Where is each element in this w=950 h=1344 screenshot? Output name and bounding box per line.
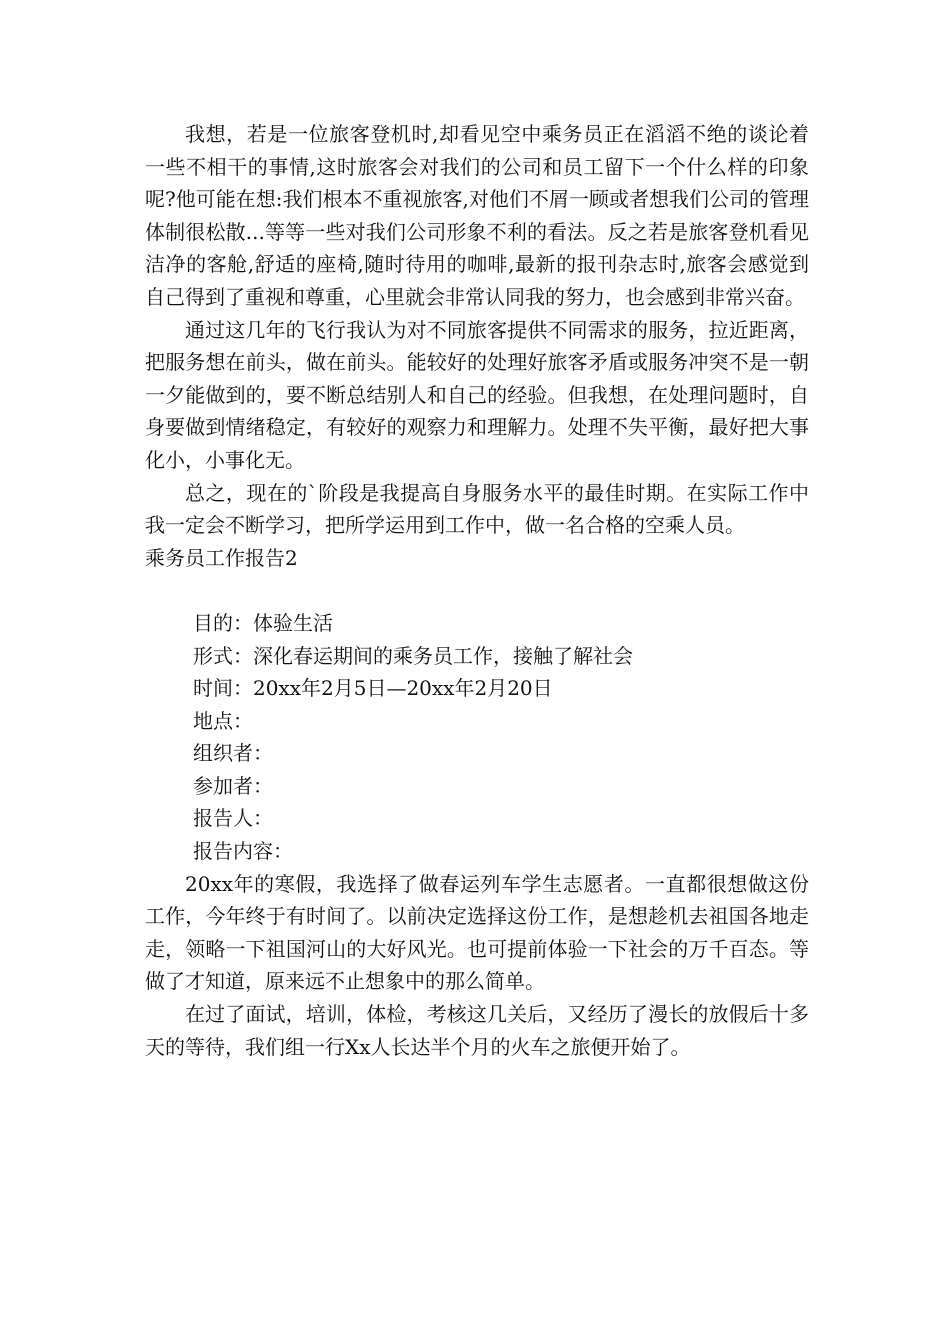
report-item-time: 时间：20xx年2月5日—20xx年2月20日	[193, 676, 553, 701]
section-title: 乘务员工作报告2	[145, 545, 298, 570]
report-item-participants: 参加者：	[193, 773, 273, 798]
paragraph-conclusion: 总之，现在的`阶段是我提高自身服务水平的最佳时期。在实际工作中我一定会不断学习，把所学运用到工作中，做一名合格的空乘人员。	[145, 480, 809, 538]
report-item-location: 地点：	[193, 708, 253, 733]
paragraph-journey-start: 在过了面试，培训，体检，考核这几关后，又经历了漫长的放假后十多天的等待，我们组一行Xx人长达半个月的火车之旅便开始了。	[145, 1002, 809, 1059]
report-item-format: 形式：深化春运期间的乘务员工作，接触了解社会	[193, 643, 633, 668]
report-item-organizer: 组织者：	[193, 741, 273, 766]
report-details	[145, 607, 809, 868]
section-spacer	[145, 574, 809, 607]
paragraph-volunteer-choice: 20xx年的寒假，我选择了做春运列车学生志愿者。一直都很想做这份工作，今年终于有时间了。以前决定选择这份工作，是想趁机去祖国各地走走，领略一下祖国河山的大好风光。也可提前体验一下社会的万千百态。等做了才知道，原来远不止想象中的那么简单。	[145, 871, 809, 994]
paragraph-first-impression: 我想，若是一位旅客登机时,却看见空中乘务员正在滔滔不绝的谈论着一些不相干的事情,这时旅客会对我们的公司和员工留下一个什么样的印象呢?他可能在想:我们根本不重视旅客,对他们不屑一顾或者想我们公司的管理体制很松散...等等一些对我们公司形象不利的看法。反之若是旅客登机看见洁净的客舱,舒适的座椅,随时待用的咖啡,最新的报刊杂志时,旅客会感觉到自己得到了重视和尊重，心里就会非常认同我的努力，也会感到非常兴奋。	[145, 122, 809, 309]
report-item-content: 报告内容：	[193, 839, 293, 864]
report-item-purpose: 目的：体验生活	[193, 610, 333, 635]
document-body	[145, 118, 809, 1063]
report-item-reporter: 报告人：	[193, 806, 273, 831]
paragraph-service-experience: 通过这几年的飞行我认为对不同旅客提供不同需求的服务，拉近距离，把服务想在前头，做在前头。能较好的处理好旅客矛盾或服务冲突不是一朝一夕能做到的，要不断总结别人和自己的经验。但我想，在处理问题时，自身要做到情绪稳定，有较好的观察力和理解力。处理不失平衡，最好把大事化小，小事化无。	[145, 317, 809, 472]
